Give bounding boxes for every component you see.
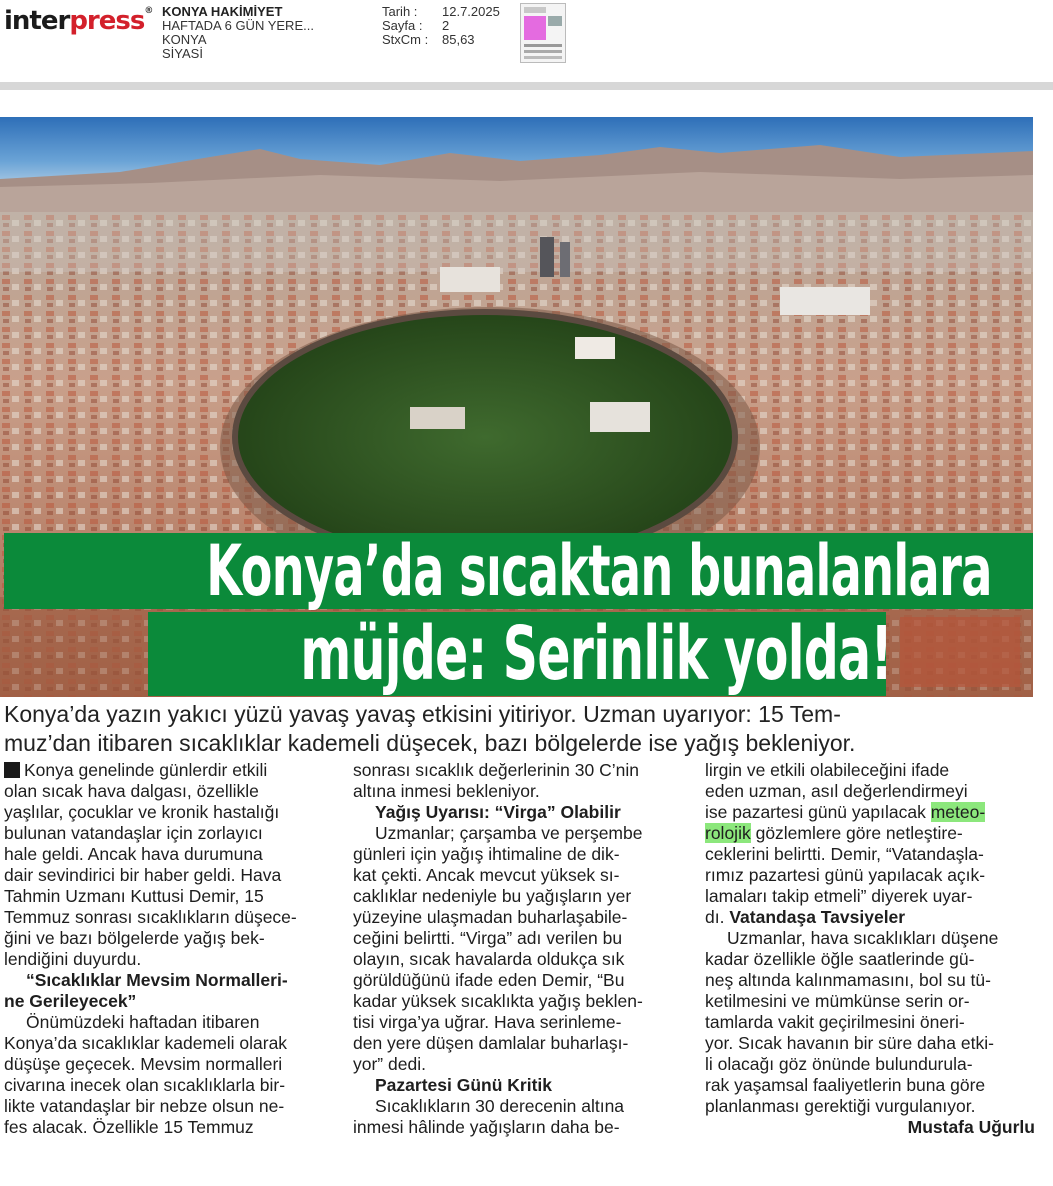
body-line: hale geldi. Ancak hava durumuna	[4, 844, 263, 864]
body-line: altına inmesi bekleniyor.	[353, 781, 540, 801]
meta-label: StxCm :	[382, 32, 429, 47]
highlighted-keyword: rolojik	[705, 823, 751, 843]
interpress-logo	[4, 6, 152, 36]
body-line-text: gözlemlere göre netleştire-	[750, 823, 963, 843]
body-line: yor” dedi.	[353, 1054, 426, 1074]
body-line: görüldüğünü ifade eden Demir, “Bu	[353, 970, 625, 990]
meta-row-page	[382, 19, 500, 33]
body-line: bulunan vatandaşlar için zorlayıcı	[4, 823, 263, 843]
page-thumbnail[interactable]	[520, 3, 566, 63]
body-line: lamaları takip etmeli” diyerek uyar-	[705, 886, 973, 906]
paragraph-marker-icon	[4, 762, 20, 778]
body-line: civarına inecek olan sıcaklıklarla bir-	[4, 1075, 286, 1095]
body-line: Önümüzdeki haftadan itibaren	[26, 1012, 260, 1032]
publication-name: KONYA HAKİMİYET	[162, 4, 283, 19]
article-lead	[4, 700, 1036, 758]
body-line: ğini ve bazı bölgelerde yağış bek-	[4, 928, 265, 948]
headline-text-2: müjde: Serinlik yolda!	[300, 611, 893, 697]
body-line: ceklerini belirtti. Demir, “Vatandaşla-	[705, 844, 984, 864]
body-line	[705, 907, 1035, 928]
article-column-2	[353, 760, 688, 1138]
clipping-header	[0, 0, 1053, 80]
lead-line: muz’dan itibaren sıcaklıklar kademeli düşecek, bazı bölgelerde ise yağış bekleniyor.	[4, 730, 856, 756]
clipping-meta	[382, 5, 500, 47]
body-line: düşüşe geçecek. Mevsim normalleri	[4, 1054, 283, 1074]
body-line-text: dı.	[705, 907, 725, 927]
body-line: Sıcaklıkların 30 derecenin altına	[375, 1096, 625, 1116]
logo-trademark: ®	[144, 6, 153, 16]
meta-row-date	[382, 5, 500, 19]
subheading: Yağış Uyarısı: “Virga” Olabilir	[375, 802, 621, 822]
body-line: kadar özellikle öğle saatlerinde gü-	[705, 949, 975, 969]
body-line: günleri için yağış ihtimaline de dik-	[353, 844, 620, 864]
subheading: ne Gerileyecek”	[4, 991, 137, 1011]
publication-city: KONYA	[162, 32, 207, 47]
highlighted-keyword: meteo-	[930, 802, 986, 822]
meta-row-size	[382, 33, 500, 47]
body-line: Tahmin Uzmanı Kuttusi Demir, 15	[4, 886, 264, 906]
body-line-text: ise pazartesi günü yapılacak	[705, 802, 931, 822]
body-line: inmesi hâlinde yağışların daha be-	[353, 1117, 620, 1137]
body-line: ketilmesini ve mümkünse serin or-	[705, 991, 970, 1011]
headline-line-2	[148, 611, 893, 697]
body-line: tamlarda vakit geçirilmesini öneri-	[705, 1012, 965, 1032]
body-line: yaşlılar, çocuklar ve kronik hastalığı	[4, 802, 280, 822]
body-line: caklıklar nedeniyle bu yağışların yer	[353, 886, 632, 906]
article-column-3	[705, 760, 1035, 1138]
body-line: ceğini belirtti. “Virga” adı verilen bu	[353, 928, 623, 948]
meta-value: 12.7.2025	[442, 4, 500, 19]
body-line: li olacağı göz önünde bulundurula-	[705, 1054, 973, 1074]
meta-label: Sayfa :	[382, 18, 423, 33]
body-line	[705, 823, 1035, 844]
body-line: yor. Sıcak havanın bir süre daha etki-	[705, 1033, 994, 1053]
body-line: dair sevindirici bir haber geldi. Hava	[4, 865, 282, 885]
body-line: Konya’da sıcaklıklar kademeli olarak	[4, 1033, 288, 1053]
body-line: yüzeyine ulaşmadan buharlaşabile-	[353, 907, 628, 927]
meta-label: Tarih :	[382, 4, 418, 19]
publication-category: SİYASİ	[162, 46, 203, 61]
body-line	[705, 802, 1035, 823]
body-line: rımız pazartesi günü yapılacak açık-	[705, 865, 986, 885]
body-line: Uzmanlar; çarşamba ve perşembe	[375, 823, 643, 843]
body-line: tisi virga’ya uğrar. Hava serinleme-	[353, 1012, 622, 1032]
header-divider	[0, 82, 1053, 90]
subheading: Pazartesi Günü Kritik	[375, 1075, 552, 1095]
body-line	[4, 760, 334, 781]
body-line: lirgin ve etkili olabileceğini ifade	[705, 760, 950, 780]
subheading: “Sıcaklıklar Mevsim Normalleri-	[26, 970, 288, 990]
publication-frequency: HAFTADA 6 GÜN YERE...	[162, 18, 314, 33]
logo-main: inter	[4, 6, 70, 36]
publication-info	[162, 5, 314, 61]
body-line-text: Konya genelinde günlerdir etkili	[24, 760, 268, 780]
body-line: neş altında kalınmamasını, bol su tü-	[705, 970, 991, 990]
body-line: kat çekti. Ancak mevcut yüksek sı-	[353, 865, 620, 885]
headline-line-1	[4, 530, 1033, 612]
body-line: lendiğini duyurdu.	[4, 949, 142, 969]
subheading: Vatandaşa Tavsiyeler	[729, 907, 906, 927]
meta-value: 85,63	[442, 32, 475, 47]
body-line: Temmuz sonrası sıcaklıkların düşece-	[4, 907, 297, 927]
body-line: den yere düşen damlalar buharlaşı-	[353, 1033, 629, 1053]
logo-accent: press	[69, 6, 145, 36]
lead-line: Konya’da yazın yakıcı yüzü yavaş yavaş etkisini yitiriyor. Uzman uyarıyor: 15 Tem-	[4, 701, 841, 727]
body-line: sonrası sıcaklık değerlerinin 30 C’nin	[353, 760, 639, 780]
body-line: likte vatandaşlar bir nebze olsun ne-	[4, 1096, 285, 1116]
body-line: olayın, sıcak havalarda oldukça sık	[353, 949, 625, 969]
body-line: planlanması gerektiği vurgulanıyor.	[705, 1096, 976, 1116]
body-line: kadar yüksek sıcaklıkta yağış beklen-	[353, 991, 643, 1011]
body-line: rak yaşamsal faaliyetlerin buna göre	[705, 1075, 986, 1095]
article-column-1	[4, 760, 334, 1138]
body-line: fes alacak. Özellikle 15 Temmuz	[4, 1117, 254, 1137]
body-line: Uzmanlar, hava sıcaklıkları düşene	[727, 928, 999, 948]
meta-value: 2	[442, 18, 450, 33]
headline-text-1: Konya’da sıcaktan bunalanlara	[206, 530, 992, 612]
body-line: eden uzman, asıl değerlendirmeyi	[705, 781, 968, 801]
article-author: Mustafa Uğurlu	[907, 1117, 1035, 1137]
body-line: olan sıcak hava dalgası, özellikle	[4, 781, 259, 801]
